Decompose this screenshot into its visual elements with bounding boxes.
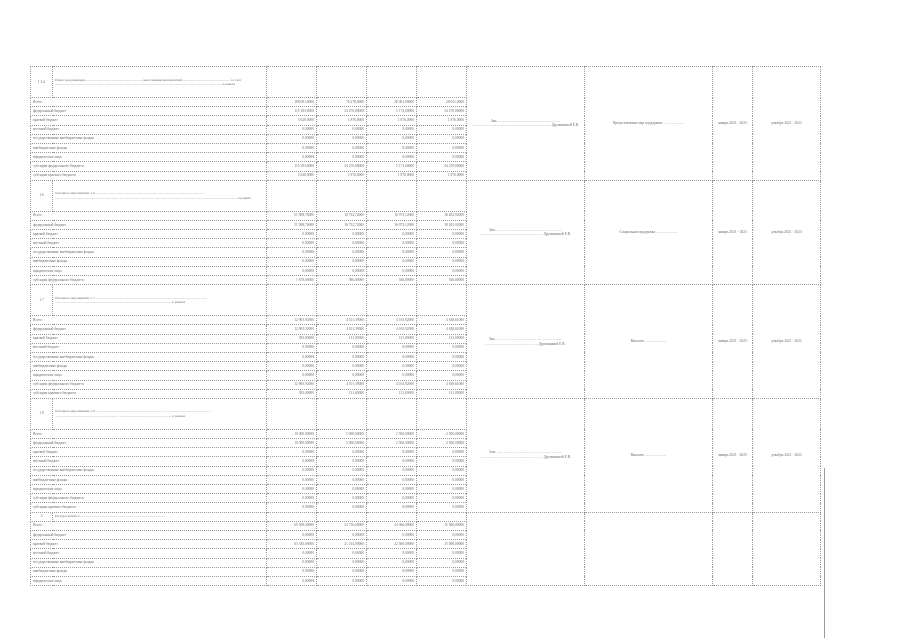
value-cell: 0,00000: [417, 248, 467, 257]
value-cell: 0,00000: [317, 248, 367, 257]
value-cell: 28 021,0000: [417, 98, 467, 107]
value-cell: 0,00000: [417, 230, 467, 239]
value-cell: 0,00000: [367, 239, 417, 248]
section-header-row: [31, 67, 821, 98]
value-cell: 0,00000: [417, 549, 467, 558]
row-label: федеральный бюджет: [31, 107, 267, 116]
value-cell: 4 165,92000: [367, 380, 417, 389]
value-cell: 0,00000: [317, 153, 367, 162]
empty-cell: [417, 67, 467, 98]
row-label: субсидии федерального бюджета: [31, 162, 267, 171]
value-cell: 34 270,80000: [317, 162, 367, 171]
row-label: государственные внебюджетные фонды: [31, 466, 267, 475]
empty-cell: [267, 398, 317, 429]
value-cell: 0,00000: [367, 475, 417, 484]
value-cell: 1 876,0000: [367, 116, 417, 125]
value-cell: 0,00000: [417, 475, 467, 484]
value-cell: 0,00000: [267, 549, 317, 558]
value-cell: 0,00000: [317, 457, 367, 466]
value-cell: 16 973,12000: [367, 220, 417, 229]
value-cell: 2 500,00000: [417, 429, 467, 438]
row-label: юридические лица: [31, 371, 267, 380]
value-cell: 12 905,92000: [267, 325, 317, 334]
value-cell: 0,00000: [267, 457, 317, 466]
value-cell: 0,00000: [367, 343, 417, 352]
value-cell: 0,00000: [367, 503, 417, 512]
value-cell: 546,00000: [367, 276, 417, 285]
value-cell: 0,00000: [417, 466, 467, 475]
value-cell: 1 876,0000: [317, 116, 367, 125]
row-label: юридические лица: [31, 153, 267, 162]
empty-cell: [317, 285, 367, 316]
row-label: внебюджетные фонды: [31, 475, 267, 484]
value-cell: 63 330,00000: [267, 540, 317, 549]
end-date-cell: декабрь 2021 - 2023: [753, 67, 821, 181]
value-cell: 0,00000: [417, 371, 467, 380]
value-cell: 5 000,00000: [317, 429, 367, 438]
empty-cell: [417, 180, 467, 211]
value-cell: 0,00000: [417, 362, 467, 371]
row-label: внебюджетные фонды: [31, 143, 267, 152]
value-cell: 5 172,00000: [367, 162, 417, 171]
row-label: субсидии федерального бюджета: [31, 276, 267, 285]
empty-cell: [267, 67, 317, 98]
value-cell: 0,00000: [267, 371, 317, 380]
value-cell: 0,00000: [267, 558, 317, 567]
value-cell: 1 678,00000: [267, 276, 317, 285]
value-cell: 0,00000: [267, 567, 317, 576]
section-title: Основное мероприятие 1.8 ......................................................................... ......................................................... ........................................................................ ............................................................ в рамках: [53, 398, 267, 429]
empty-cell: [317, 398, 367, 429]
empty-cell: [367, 512, 417, 521]
value-cell: 0,00000: [417, 125, 467, 134]
value-cell: 18 202,92000: [417, 211, 467, 220]
row-label: юридические лица: [31, 576, 267, 585]
value-cell: 0,00000: [417, 558, 467, 567]
row-label: Всего: [31, 521, 267, 530]
value-cell: 0,00000: [317, 230, 367, 239]
value-cell: 4 165,92000: [367, 325, 417, 334]
result-cell: Предоставление мер поддержки ........................: [585, 67, 713, 181]
value-cell: 0,00000: [267, 239, 317, 248]
value-cell: 0,00000: [367, 558, 417, 567]
value-cell: 0,00000: [417, 134, 467, 143]
value-cell: 131,00000: [367, 334, 417, 343]
row-label: федеральный бюджет: [31, 325, 267, 334]
value-cell: 131,00000: [417, 389, 467, 398]
value-cell: 12 905,92000: [267, 316, 317, 325]
row-label: федеральный бюджет: [31, 530, 267, 539]
value-cell: 34 270,80000: [317, 107, 367, 116]
value-cell: 0,00000: [317, 352, 367, 361]
value-cell: 131,00000: [317, 389, 367, 398]
result-cell: Социальная поддержка ........................: [585, 180, 713, 285]
value-cell: 131,00000: [317, 334, 367, 343]
value-cell: 0,00000: [267, 485, 317, 494]
row-label: краевой бюджет: [31, 116, 267, 125]
document-sheet: [30, 66, 808, 626]
value-cell: 0,00000: [367, 125, 417, 134]
value-cell: 0,00000: [317, 371, 367, 380]
value-cell: 0,00000: [317, 485, 367, 494]
section-title: Пункт координации ................................................................. выполнения мероприятий ...................................................... за счет ........................................................ ........................................................................ ............................................................ в рамках: [53, 67, 267, 98]
value-cell: 0,00000: [417, 494, 467, 503]
value-cell: 0,00000: [417, 448, 467, 457]
row-label: Всего: [31, 316, 267, 325]
row-label: внебюджетные фонды: [31, 567, 267, 576]
budget-table: [30, 66, 821, 586]
row-label: юридические лица: [31, 485, 267, 494]
value-cell: 4 101,39000: [317, 316, 367, 325]
value-cell: 0,00000: [267, 475, 317, 484]
value-cell: 0,00000: [267, 125, 317, 134]
value-cell: 393,00000: [267, 334, 317, 343]
value-cell: 0,00000: [367, 567, 417, 576]
value-cell: 0,00000: [317, 239, 367, 248]
row-label: Всего: [31, 98, 267, 107]
value-cell: 16 732,72000: [317, 211, 367, 220]
value-cell: 0,00000: [417, 576, 467, 585]
row-label: Всего: [31, 211, 267, 220]
value-cell: 0,00000: [317, 266, 367, 275]
value-cell: 22 500,00000: [367, 540, 417, 549]
value-cell: 0,00000: [417, 266, 467, 275]
empty-cell: [267, 180, 317, 211]
value-cell: 0,00000: [417, 530, 467, 539]
value-cell: 0,00000: [367, 134, 417, 143]
value-cell: 0,00000: [367, 549, 417, 558]
value-cell: 0,00000: [267, 248, 317, 257]
end-date-cell: декабрь 2021 - 2023: [753, 285, 821, 399]
row-label: субсидии федерального бюджета: [31, 380, 267, 389]
value-cell: 16 973,12000: [367, 211, 417, 220]
row-label: внебюджетные фонды: [31, 257, 267, 266]
value-cell: 0,00000: [317, 257, 367, 266]
value-cell: 0,00000: [417, 143, 467, 152]
value-cell: 1 876,0000: [417, 171, 467, 180]
empty-cell: [367, 398, 417, 429]
value-cell: 51 908,76000: [267, 220, 317, 229]
section-number: 1.8: [31, 398, 53, 429]
value-cell: 0,00000: [367, 153, 417, 162]
value-cell: 0,00000: [267, 448, 317, 457]
empty-cell: [367, 180, 417, 211]
value-cell: 5 628,0000: [267, 171, 317, 180]
value-cell: 15 000,00000: [417, 540, 467, 549]
result-cell: Выплата ........................: [585, 285, 713, 399]
row-label: краевой бюджет: [31, 334, 267, 343]
executor-cell: [467, 512, 585, 586]
value-cell: 34 270,80000: [417, 107, 467, 116]
value-cell: 34 270,80000: [417, 162, 467, 171]
value-cell: 21 214,00000: [317, 540, 367, 549]
value-cell: 0,00000: [317, 475, 367, 484]
value-cell: 0,00000: [267, 230, 317, 239]
section-number: 1.5.4: [31, 67, 53, 98]
value-cell: 0,00000: [417, 153, 467, 162]
value-cell: 0,00000: [367, 143, 417, 152]
empty-cell: [317, 180, 367, 211]
value-cell: 0,00000: [267, 530, 317, 539]
empty-cell: [267, 285, 317, 316]
value-cell: 15 900,00000: [417, 521, 467, 530]
empty-cell: [267, 512, 317, 521]
end-date-cell: [753, 512, 821, 586]
start-date-cell: [713, 512, 753, 586]
row-label: краевой бюджет: [31, 230, 267, 239]
value-cell: 10 000,00000: [267, 429, 317, 438]
value-cell: 0,00000: [367, 457, 417, 466]
value-cell: 4 101,39000: [317, 325, 367, 334]
value-cell: 0,00000: [417, 257, 467, 266]
value-cell: 0,00000: [317, 576, 367, 585]
result-cell: Выплата ........................: [585, 398, 713, 512]
value-cell: 0,00000: [417, 503, 467, 512]
empty-cell: [317, 67, 367, 98]
section-header-row: [31, 512, 821, 521]
value-cell: 0,00000: [417, 457, 467, 466]
value-cell: 115 183,8000: [267, 107, 317, 116]
row-label: федеральный бюджет: [31, 220, 267, 229]
value-cell: 10 000,00000: [267, 439, 317, 448]
value-cell: 0,00000: [267, 153, 317, 162]
start-date-cell: январь 2021 - 2023: [713, 398, 753, 512]
value-cell: 0,00000: [367, 494, 417, 503]
value-cell: 0,00000: [367, 466, 417, 475]
value-cell: 12 905,92000: [267, 380, 317, 389]
row-label: государственные внебюджетные фонды: [31, 134, 267, 143]
value-cell: 0,00000: [317, 530, 367, 539]
value-cell: 0,00000: [317, 125, 367, 134]
value-cell: 51 908,76000: [267, 211, 317, 220]
value-cell: 0,00000: [317, 567, 367, 576]
value-cell: 188 691,8000: [267, 98, 317, 107]
section-title: Основное мероприятие 1.6 ...................................................................... ..................................................... ........................................................................ .......................................................................... ............................................................ в рамках: [53, 180, 267, 211]
value-cell: 0,00000: [317, 558, 367, 567]
value-cell: 1 876,0000: [367, 171, 417, 180]
section-number: 1.7: [31, 285, 53, 316]
value-cell: 0,00000: [367, 448, 417, 457]
value-cell: 0,00000: [367, 362, 417, 371]
executor-cell: Зам. ..................................................................... ................................................................................. ...... Дружининой Е.В.: [467, 67, 585, 181]
value-cell: 0,00000: [417, 352, 467, 361]
value-cell: 0,00000: [267, 352, 317, 361]
value-cell: 0,00000: [367, 230, 417, 239]
value-cell: 5 628,0000: [267, 116, 317, 125]
value-cell: 4 638,61000: [417, 325, 467, 334]
value-cell: 0,00000: [417, 343, 467, 352]
value-cell: 0,00000: [317, 362, 367, 371]
value-cell: 0,00000: [267, 576, 317, 585]
row-label: внебюджетные фонды: [31, 362, 267, 371]
section-number: 1.6: [31, 180, 53, 211]
row-label: субсидии краевого бюджета: [31, 503, 267, 512]
value-cell: 0,00000: [317, 549, 367, 558]
value-cell: 0,00000: [317, 503, 367, 512]
value-cell: 4 638,61000: [417, 380, 467, 389]
empty-cell: [317, 512, 367, 521]
start-date-cell: январь 2021 - 2023: [713, 180, 753, 285]
executor-cell: Зам. ......................................................................... ................................................................ ..... Дружининой Е.В.: [467, 180, 585, 285]
value-cell: 4 165,92000: [367, 316, 417, 325]
row-label: краевой бюджет: [31, 448, 267, 457]
section-number: 2: [31, 512, 53, 521]
table-body: [31, 67, 821, 586]
value-cell: 24 366,00000: [367, 521, 417, 530]
value-cell: 0,00000: [267, 494, 317, 503]
value-cell: 4 101,39000: [317, 380, 367, 389]
value-cell: 0,00000: [367, 248, 417, 257]
row-label: юридические лица: [31, 266, 267, 275]
value-cell: 0,00000: [267, 503, 317, 512]
value-cell: 0,00000: [367, 266, 417, 275]
value-cell: 0,00000: [367, 371, 417, 380]
row-label: местный бюджет: [31, 343, 267, 352]
end-date-cell: декабрь 2021 - 2023: [753, 180, 821, 285]
value-cell: 5 000,00000: [317, 439, 367, 448]
value-cell: 23 736,00000: [317, 521, 367, 530]
row-label: краевой бюджет: [31, 540, 267, 549]
value-cell: 0,00000: [267, 343, 317, 352]
value-cell: 0,00000: [317, 343, 367, 352]
section-header-row: [31, 180, 821, 211]
value-cell: 0,00000: [267, 143, 317, 152]
section-title: Подпрограмма 2 .................................................................................................: [53, 512, 267, 521]
value-cell: 2 500,00000: [417, 439, 467, 448]
row-label: федеральный бюджет: [31, 439, 267, 448]
value-cell: 0,00000: [367, 485, 417, 494]
section-header-row: [31, 285, 821, 316]
row-label: субсидии федерального бюджета: [31, 494, 267, 503]
row-label: местный бюджет: [31, 125, 267, 134]
value-cell: 115 183,8000: [267, 162, 317, 171]
value-cell: 0,00000: [317, 466, 367, 475]
value-cell: 16 732,72000: [317, 220, 367, 229]
value-cell: 0,00000: [317, 494, 367, 503]
value-cell: 0,00000: [267, 134, 317, 143]
value-cell: 0,00000: [367, 530, 417, 539]
value-cell: 2 500,00000: [367, 439, 417, 448]
row-label: местный бюджет: [31, 239, 267, 248]
value-cell: 28 001,00000: [367, 98, 417, 107]
start-date-cell: январь 2021 - 2023: [713, 67, 753, 181]
value-cell: 69 508,00000: [267, 521, 317, 530]
value-cell: 0,00000: [267, 266, 317, 275]
value-cell: 0,00000: [317, 134, 367, 143]
value-cell: 2 500,00000: [367, 429, 417, 438]
value-cell: 1 876,0000: [417, 116, 467, 125]
value-cell: 4 638,61000: [417, 316, 467, 325]
value-cell: 76 278,0000: [317, 98, 367, 107]
value-cell: 0,00000: [417, 485, 467, 494]
executor-cell: Зам. ........................................................................ ................................................................ ..... Дружининой Е.В.: [467, 398, 585, 512]
section-header-row: [31, 398, 821, 429]
value-cell: 0,00000: [367, 257, 417, 266]
executor-cell: Зам. ......................................................................... .................................................... ..... Дружининой Е.В.: [467, 285, 585, 399]
value-cell: 5 172,00000: [367, 107, 417, 116]
empty-cell: [417, 512, 467, 521]
empty-cell: [417, 285, 467, 316]
value-cell: 18 202,92000: [417, 220, 467, 229]
section-title: Основное мероприятие 1.7 ..................................................................... ......................................................... .............................................................................. ...................................................... в рамках: [53, 285, 267, 316]
value-cell: 0,00000: [267, 257, 317, 266]
result-cell: [585, 512, 713, 586]
value-cell: 393,00000: [267, 389, 317, 398]
row-label: субсидии краевого бюджета: [31, 389, 267, 398]
value-cell: 0,00000: [317, 143, 367, 152]
empty-cell: [367, 285, 417, 316]
value-cell: 0,00000: [417, 567, 467, 576]
row-label: государственные внебюджетные фонды: [31, 352, 267, 361]
value-cell: 0,00000: [317, 448, 367, 457]
value-cell: 0,00000: [267, 362, 317, 371]
page-edge-line: [824, 468, 825, 638]
empty-cell: [417, 398, 467, 429]
value-cell: 586,00000: [317, 276, 367, 285]
start-date-cell: январь 2021 - 2023: [713, 285, 753, 399]
value-cell: 1 876,0000: [317, 171, 367, 180]
row-label: местный бюджет: [31, 457, 267, 466]
row-label: государственные внебюджетные фонды: [31, 248, 267, 257]
value-cell: 546,00000: [417, 276, 467, 285]
row-label: субсидии краевого бюджета: [31, 171, 267, 180]
value-cell: 0,00000: [417, 239, 467, 248]
row-label: Всего: [31, 429, 267, 438]
value-cell: 0,00000: [267, 466, 317, 475]
row-label: государственные внебюджетные фонды: [31, 558, 267, 567]
empty-cell: [367, 67, 417, 98]
row-label: местный бюджет: [31, 549, 267, 558]
value-cell: 131,00000: [367, 389, 417, 398]
end-date-cell: декабрь 2021 - 2023: [753, 398, 821, 512]
value-cell: 0,00000: [367, 352, 417, 361]
value-cell: 0,00000: [367, 576, 417, 585]
value-cell: 131,00000: [417, 334, 467, 343]
